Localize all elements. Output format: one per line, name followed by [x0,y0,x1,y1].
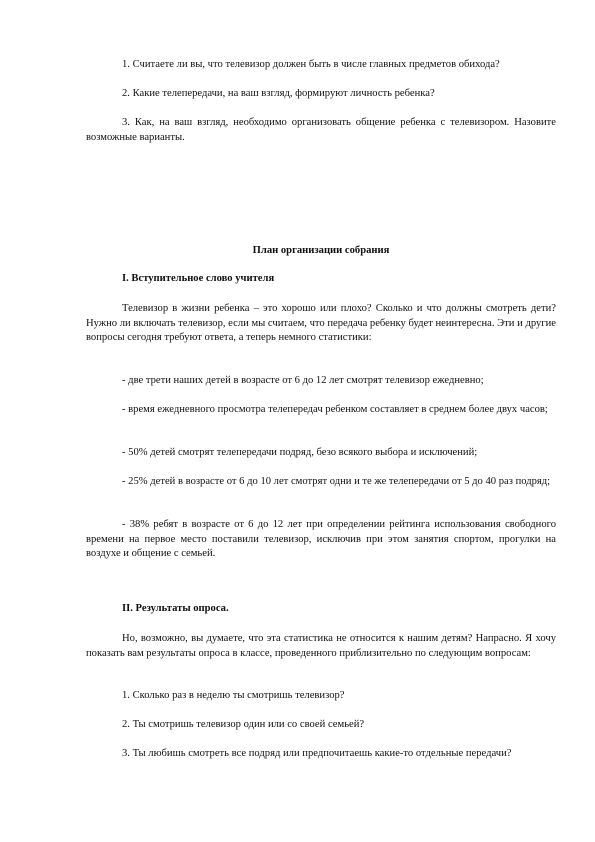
stat-item: - 50% детей смотрят телепередачи подряд, безо всякого выбора и исключений; [122,447,478,458]
intro-question-2: 2. Какие телепередачи, на ваш взгляд, формируют личность ребенка? [122,88,435,99]
section2-heading: II. Результаты опроса. [122,603,229,614]
stat-item: - время ежедневного просмотра телепередач ребенком составляет в среднем более двух часов; [122,404,548,415]
stat-item: - две трети наших детей в возрасте от 6 до 12 лет смотрят телевизор ежедневно; [122,375,484,386]
intro-question-1: 1. Считаете ли вы, что телевизор должен быть в числе главных предметов обихода? [122,59,500,70]
section1-heading: I. Вступительное слово учителя [122,273,275,284]
section1-intro: Телевизор в жизни ребенка – это хорошо или плохо? Сколько и что должны смотреть дети? Нужно ли включать телевизор, если мы считаем, что передача ребенку будет неинтересна. Эти и другие вопросы сегодня требуют ответа, а теперь немного статистики: [86,303,556,344]
intro-question-3: 3. Как, на ваш взгляд, необходимо организовать общение ребенка с телевизором. Назовите возможные варианты. [86,117,556,143]
survey-question-1: 1. Сколько раз в неделю ты смотришь телевизор? [122,690,345,701]
stat-item: - 38% ребят в возрасте от 6 до 12 лет при определении рейтинга использования свободного времени на первое место поставили телевизор, исключив при этом занятия спортом, прогулки на воздухе и общение с семьей. [86,519,556,560]
survey-question-2: 2. Ты смотришь телевизор один или со своей семьей? [122,719,365,730]
section2-intro: Но, возможно, вы думаете, что эта статистика не относится к нашим детям? Напрасно. Я хочу показать вам результаты опроса в классе, проведенного приблизительно по следующим вопросам: [86,633,556,659]
stat-item: - 25% детей в возрасте от 6 до 10 лет смотрят одни и те же телепередачи от 5 до 40 раз подряд; [122,476,551,487]
survey-question-3: 3. Ты любишь смотреть все подряд или предпочитаешь какие-то отдельные передачи? [122,748,512,759]
plan-title: План организации собрания [252,245,390,256]
